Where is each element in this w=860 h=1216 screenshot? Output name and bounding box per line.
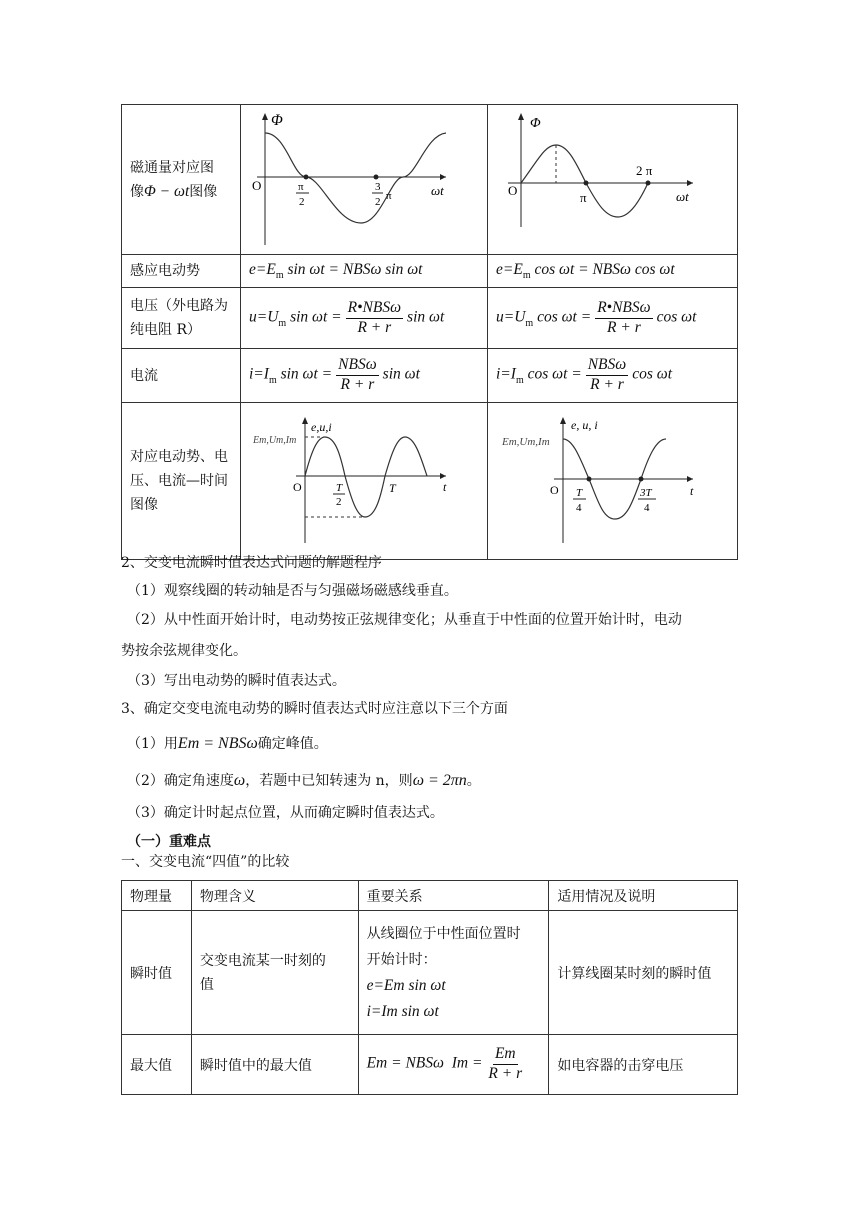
graph2-ylabel: Φ	[530, 116, 541, 131]
graph3-t1-num: T	[336, 482, 343, 494]
instantaneous-e-formula: e=Em sin ωt	[366, 976, 446, 994]
graph2-tick1: π	[580, 190, 587, 205]
section2-item1: （1）观察线圈的转动轴是否与匀强磁场磁感线垂直。	[127, 583, 458, 599]
maximum-row	[122, 1035, 738, 1095]
current-cos-formula: $i=I_m$ cos ωt = $\frac{\text{NBSω}}{R + r}$ cos ωt	[488, 349, 738, 403]
instantaneous-row	[122, 911, 738, 1035]
section2-item2: （2）从中性面开始计时，电动势按正弦规律变化；从垂直于中性面的位置开始计时，电动	[127, 612, 682, 628]
emf-sine-time-graph	[241, 403, 487, 555]
section3-item1: （1）用Em = NBSω确定峰值。	[127, 735, 328, 752]
section4-subheading: 一、交变电流“四值”的比较	[121, 854, 290, 870]
header-quantity: 物理量	[122, 881, 192, 911]
graph2-tick2: 2 π	[636, 163, 653, 178]
instantaneous-relation: 从线圈位于中性面位置时 开始计时： e=Em sin ωt i=Im sin ωt	[358, 911, 549, 1035]
graph3-ylabel: e,u,i	[311, 420, 332, 434]
voltage-label: 电压（外电路为 纯电阻 R）	[122, 288, 241, 349]
four-values-table	[121, 880, 738, 1095]
peak-formula: Em = NBSω	[177, 735, 258, 752]
graph1-tick2-pi: π	[386, 190, 392, 202]
voltage-row	[122, 288, 738, 349]
emf-comparison-table	[121, 104, 738, 560]
graph3-origin: O	[293, 480, 302, 494]
graph3-t1-den: 2	[336, 496, 342, 508]
maximum-relation: Em = NBSω Im = $\frac{Em}{R + r}$	[358, 1035, 549, 1095]
graph4-t2-num: 3T	[640, 487, 652, 499]
section3-item2: （2）确定角速度ω，若题中已知转速为 n，则ω = 2πn。	[127, 772, 481, 789]
section2-item2-cont: 势按余弦规律变化。	[121, 643, 247, 659]
graph1-ylabel: Φ	[271, 112, 283, 129]
graph1-origin: O	[252, 178, 262, 193]
graph3-xlabel: t	[443, 480, 447, 494]
time-graph-label: 对应电动势、电 压、电流—时间 图像	[122, 403, 241, 560]
section2-heading: 2、交变电流瞬时值表达式问题的解题程序	[121, 555, 382, 571]
instantaneous-meaning: 交变电流某一时刻的 值	[191, 911, 358, 1035]
current-row	[122, 349, 738, 403]
maximum-e-formula: Em = NBSω	[366, 1055, 444, 1073]
emf-cosine-time-graph	[488, 403, 737, 555]
instantaneous-i-formula: i=Im sin ωt	[366, 1002, 439, 1020]
current-label: 电流	[122, 349, 241, 403]
graph4-xlabel: t	[690, 484, 694, 498]
graph1-tick1-den: 2	[299, 196, 305, 208]
current-sin-formula: $i=I_m$ sin ωt = $\frac{\text{NBSω}}{R + r}$ sin ωt	[241, 349, 488, 403]
graph4-origin: O	[550, 483, 559, 497]
header-meaning: 物理含义	[191, 881, 358, 911]
table2-header-row	[122, 881, 738, 911]
time-sin-graph-cell	[241, 403, 488, 560]
flux-cosine-graph	[241, 105, 487, 250]
graph4-t1-num: T	[576, 487, 583, 499]
flux-sin-graph-cell	[241, 105, 488, 255]
graph4-t2-den: 4	[644, 502, 650, 514]
omega-formula: ω = 2πn	[412, 772, 467, 789]
emf-label: 感应电动势	[122, 255, 241, 288]
maximum-meaning: 瞬时值中的最大值	[191, 1035, 358, 1095]
time-cos-graph-cell	[488, 403, 738, 560]
header-relation: 重要关系	[358, 881, 549, 911]
graph1-xlabel: ωt	[431, 183, 444, 198]
voltage-sin-formula: $u=U_m$ sin ωt = $\frac{\text{R•NBSω}}{R + r}$ sin ωt	[241, 288, 488, 349]
graph1-tick1-num: π	[298, 181, 304, 193]
flux-label-math: Φ − ωt	[144, 182, 190, 200]
maximum-usage: 如电容器的击穿电压	[549, 1035, 738, 1095]
flux-label-line1: 磁通量对应图	[130, 159, 214, 176]
graph4-t1-den: 4	[576, 502, 582, 514]
flux-cos-graph-cell	[488, 105, 738, 255]
maximum-name: 最大值	[122, 1035, 192, 1095]
flux-label-line2: 像	[130, 183, 144, 200]
voltage-cos-formula: $u=U_m$ cos ωt = $\frac{\text{R•NBSω}}{R + r}$ cos ωt	[488, 288, 738, 349]
graph4-yval: Em,Um,Im	[502, 436, 550, 448]
graph4-ylabel: e, u, i	[571, 418, 598, 432]
section3-item3: （3）确定计时起点位置，从而确定瞬时值表达式。	[127, 805, 444, 821]
instantaneous-usage: 计算线圈某时刻的瞬时值	[549, 911, 738, 1035]
graph1-tick2-num: 3	[375, 181, 381, 193]
omega-symbol: ω	[233, 772, 246, 789]
time-graph-row	[122, 403, 738, 560]
emf-row	[122, 255, 738, 288]
graph1-tick2-den: 2	[375, 196, 381, 208]
flux-sine-graph	[488, 105, 737, 250]
section4-heading: （一）重难点	[127, 834, 211, 850]
header-usage: 适用情况及说明	[549, 881, 738, 911]
instantaneous-name: 瞬时值	[122, 911, 192, 1035]
flux-row	[122, 105, 738, 255]
graph2-xlabel: ωt	[676, 189, 689, 204]
section2-item3: （3）写出电动势的瞬时值表达式。	[127, 673, 346, 689]
graph3-t2: T	[389, 481, 396, 495]
flux-label-cell	[122, 105, 241, 255]
flux-label-line2-end: 图像	[189, 183, 218, 200]
graph2-origin: O	[508, 183, 518, 198]
emf-sin-formula: $e=E_m$ sin ωt = NBSω sin ωt	[241, 255, 488, 288]
graph3-yval: Em,Um,Im	[253, 435, 297, 446]
section3-heading: 3、确定交变电流电动势的瞬时值表达式时应注意以下三个方面	[121, 701, 508, 717]
emf-cos-formula: $e=E_m$ cos ωt = NBSω cos ωt	[488, 255, 738, 288]
